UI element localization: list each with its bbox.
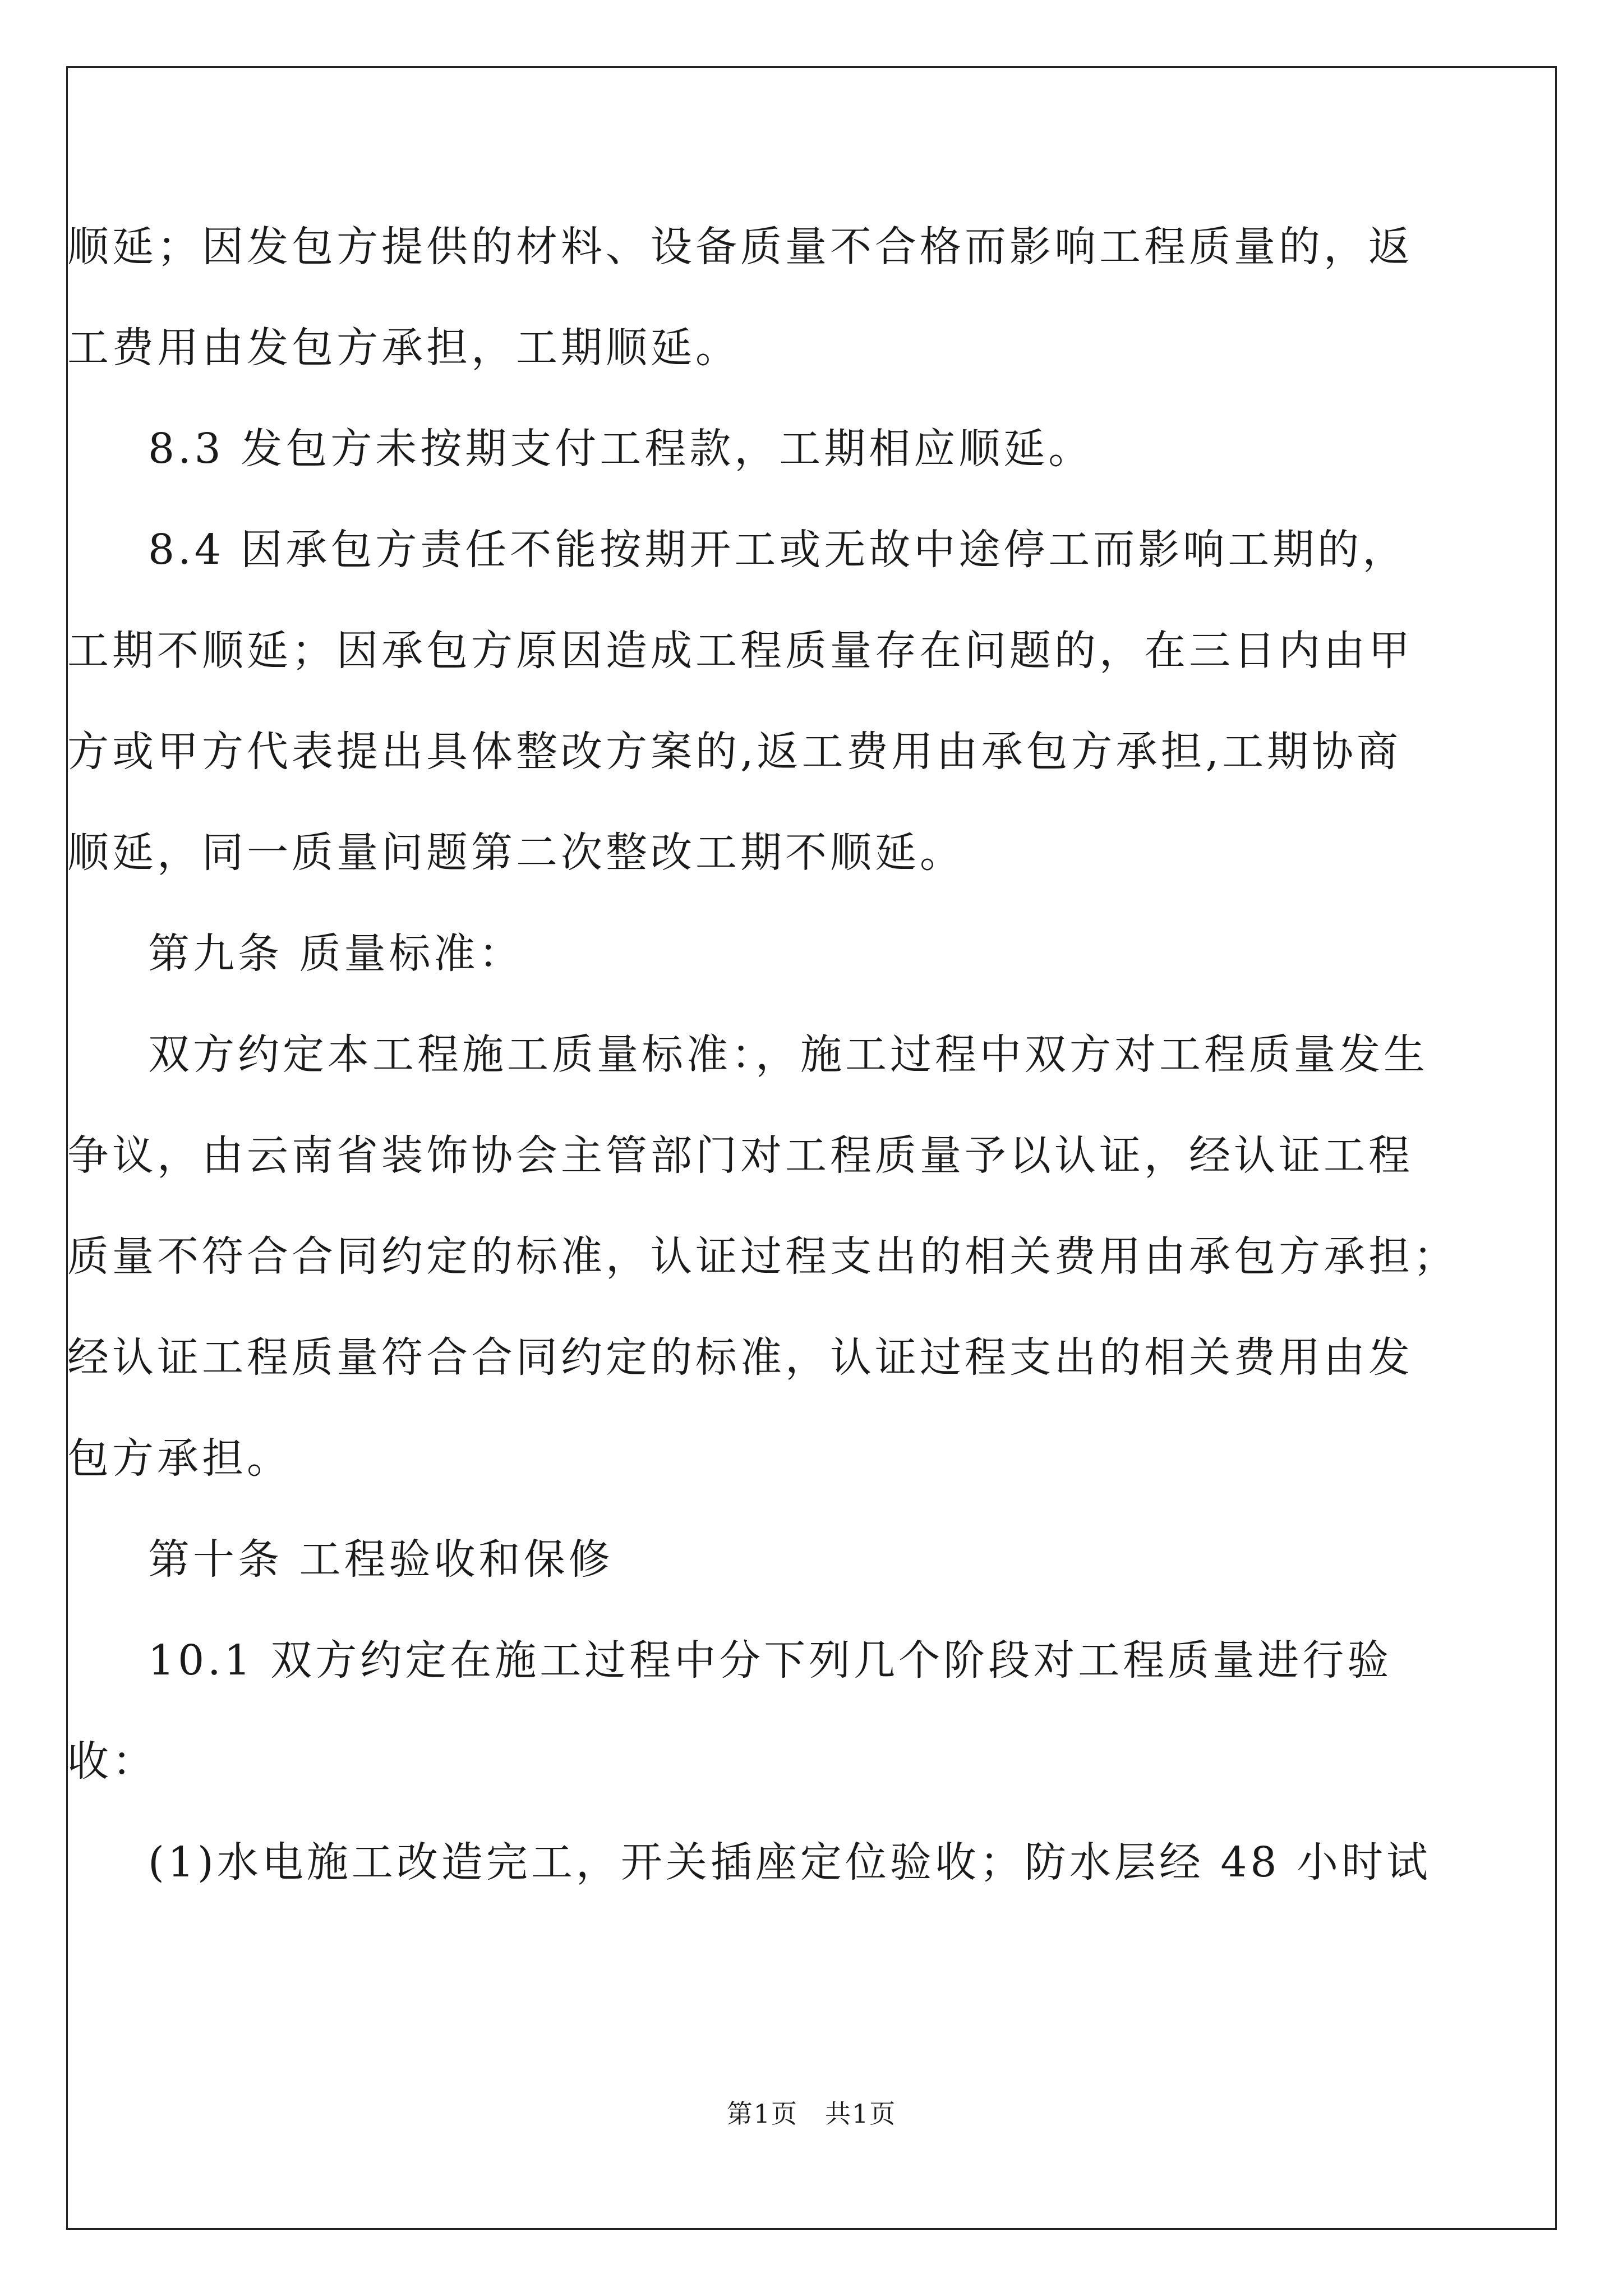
text-line: 工期不顺延；因承包方原因造成工程质量存在问题的，在三日内由甲 xyxy=(67,627,1413,675)
text-line: (1)水电施工改造完工，开关插座定位验收；防水层经 48 小时试 xyxy=(148,1838,1432,1887)
text-line: 双方约定本工程施工质量标准：，施工过程中双方对工程质量发生 xyxy=(148,1030,1428,1079)
text-line: 工费用由发包方承担，工期顺延。 xyxy=(67,324,740,372)
text-line: 方或甲方代表提出具体整改方案的,返工费用由承包方承担,工期协商 xyxy=(67,728,1402,776)
text-line: 顺延；因发包方提供的材料、设备质量不合格而影响工程质量的，返 xyxy=(67,223,1413,271)
text-line: 8.4 因承包方责任不能按期开工或无故中途停工而影响工期的， xyxy=(148,526,1408,574)
text-line: 10.1 双方约定在施工过程中分下列几个阶段对工程质量进行验 xyxy=(148,1636,1393,1685)
text-line: 质量不符合合同约定的标准，认证过程支出的相关费用由承包方承担； xyxy=(67,1232,1458,1281)
section-heading: 第十条 工程验收和保修 xyxy=(148,1535,614,1584)
text-line: 包方承担。 xyxy=(67,1434,292,1483)
text-line: 争议，由云南省装饰协会主管部门对工程质量予以认证，经认证工程 xyxy=(67,1131,1413,1180)
text-line: 顺延，同一质量问题第二次整改工期不顺延。 xyxy=(67,829,965,877)
page-footer: 第1页 共1页 xyxy=(726,2099,897,2129)
text-line: 收： xyxy=(67,1737,157,1786)
text-line: 8.3 发包方未按期支付工程款，工期相应顺延。 xyxy=(148,425,1094,473)
section-heading: 第九条 质量标准： xyxy=(148,930,524,978)
text-line: 经认证工程质量符合合同约定的标准，认证过程支出的相关费用由发 xyxy=(67,1333,1413,1382)
